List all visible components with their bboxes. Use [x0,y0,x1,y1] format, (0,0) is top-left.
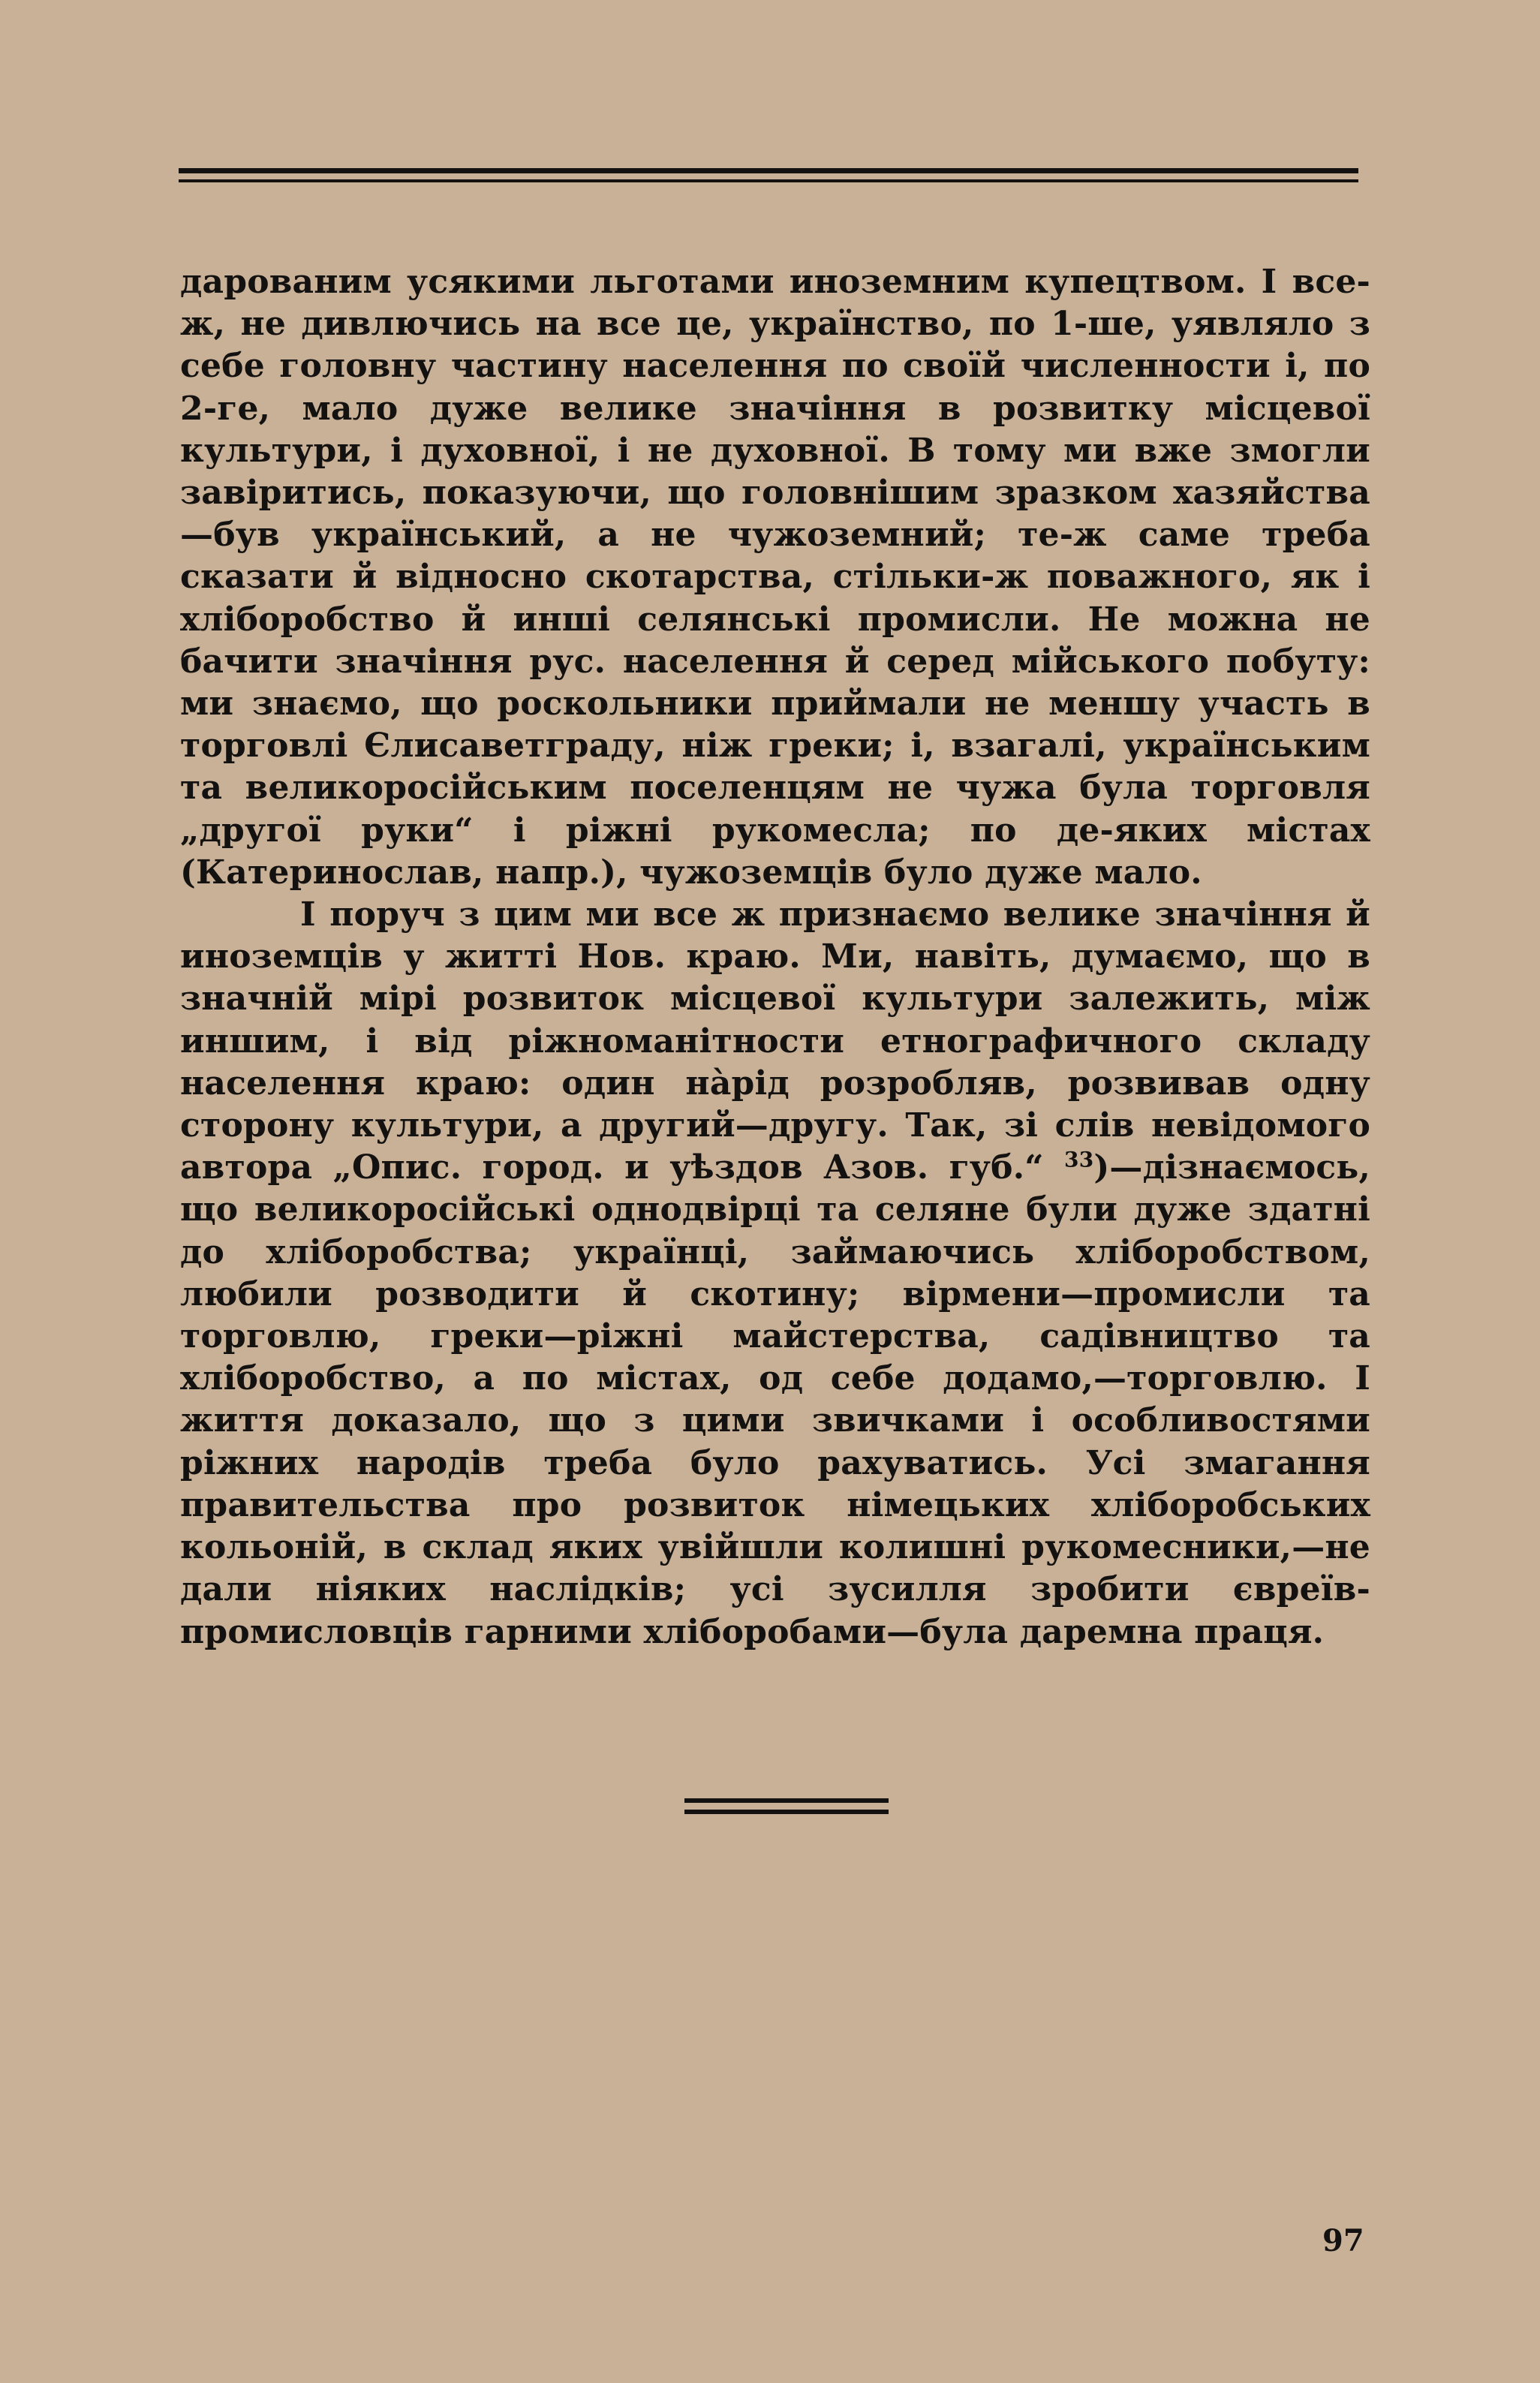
bottom-rule-line-2 [684,1810,889,1814]
body-text [180,261,1370,1653]
page-number: 97 [1322,2223,1364,2258]
top-decorative-rule [179,168,1358,182]
bottom-decorative-rule [684,1798,889,1814]
top-rule-thin-line [179,179,1358,182]
paragraph-2 [180,894,1370,1653]
paragraph-2-part-2: )—дізнаємось, що великоросійські однодвірці та селяне були дуже здатні до хліборобства; українці, займаючись хліборобством, любили розводити й скотину; вірмени—промисли та торговлю, греки—ріжні майстерства, садівництво та хліборобство, а по містах, од себе додамо,—торговлю. І життя доказало, що з цими звичками і особливостями ріжних народів треба було рахуватись. Усі змагання правительства про розвиток німецьких хліборобських кольоній, в склад яких увійшли колишні рукомесники,—не дали ніяких наслідків; усі зусилля зробити євреїв-промисловців гарними хліборобами—була даремна праця. [180,1148,1370,1651]
paragraph-1: дарованим усякими льготами иноземним купецтвом. І все-ж, не дивлючись на все це, українство, по 1-ше, уявляло з себе головну частину населення по своїй численности і, по 2-ге, мало дуже велике значіння в розвитку місцевої культури, і духовної, і не духовної. В тому ми вже змогли завіритись, показуючи, що головнішим зразком хазяйства—був український, а не чужоземний; те-ж саме треба сказати й відносно скотарства, стільки-ж поважного, як і хліборобство й инші селянські промисли. Не можна не бачити значіння рус. населення й серед мійського побуту: ми знаємо, що роскольники приймали не меншу участь в торговлі Єлисаветграду, ніж греки; і, взагалі, українським та великоросійським поселенцям не чужа була торговля „другої руки“ і ріжні рукомесла; по де-яких містах (Катеринослав, напр.), чужоземців було дуже мало. [180,263,1370,892]
paragraph-2-part-1: І поруч з цим ми все ж признаємо велике значіння й иноземців у житті Нов. краю. Ми, навіть, думаємо, що в значній мірі розвиток місцевої культури залежить, між иншим, і від ріжноманітности етнографичного складу населення краю: один нàрід розробляв, розвивав одну сторону культури, а другий—другу. Так, зі слів невідомого автора „Опис. город. и уѣздов Азов. губ.“ [180,895,1370,1187]
top-rule-thick-line [179,168,1358,173]
footnote-reference: 33 [1064,1147,1094,1172]
